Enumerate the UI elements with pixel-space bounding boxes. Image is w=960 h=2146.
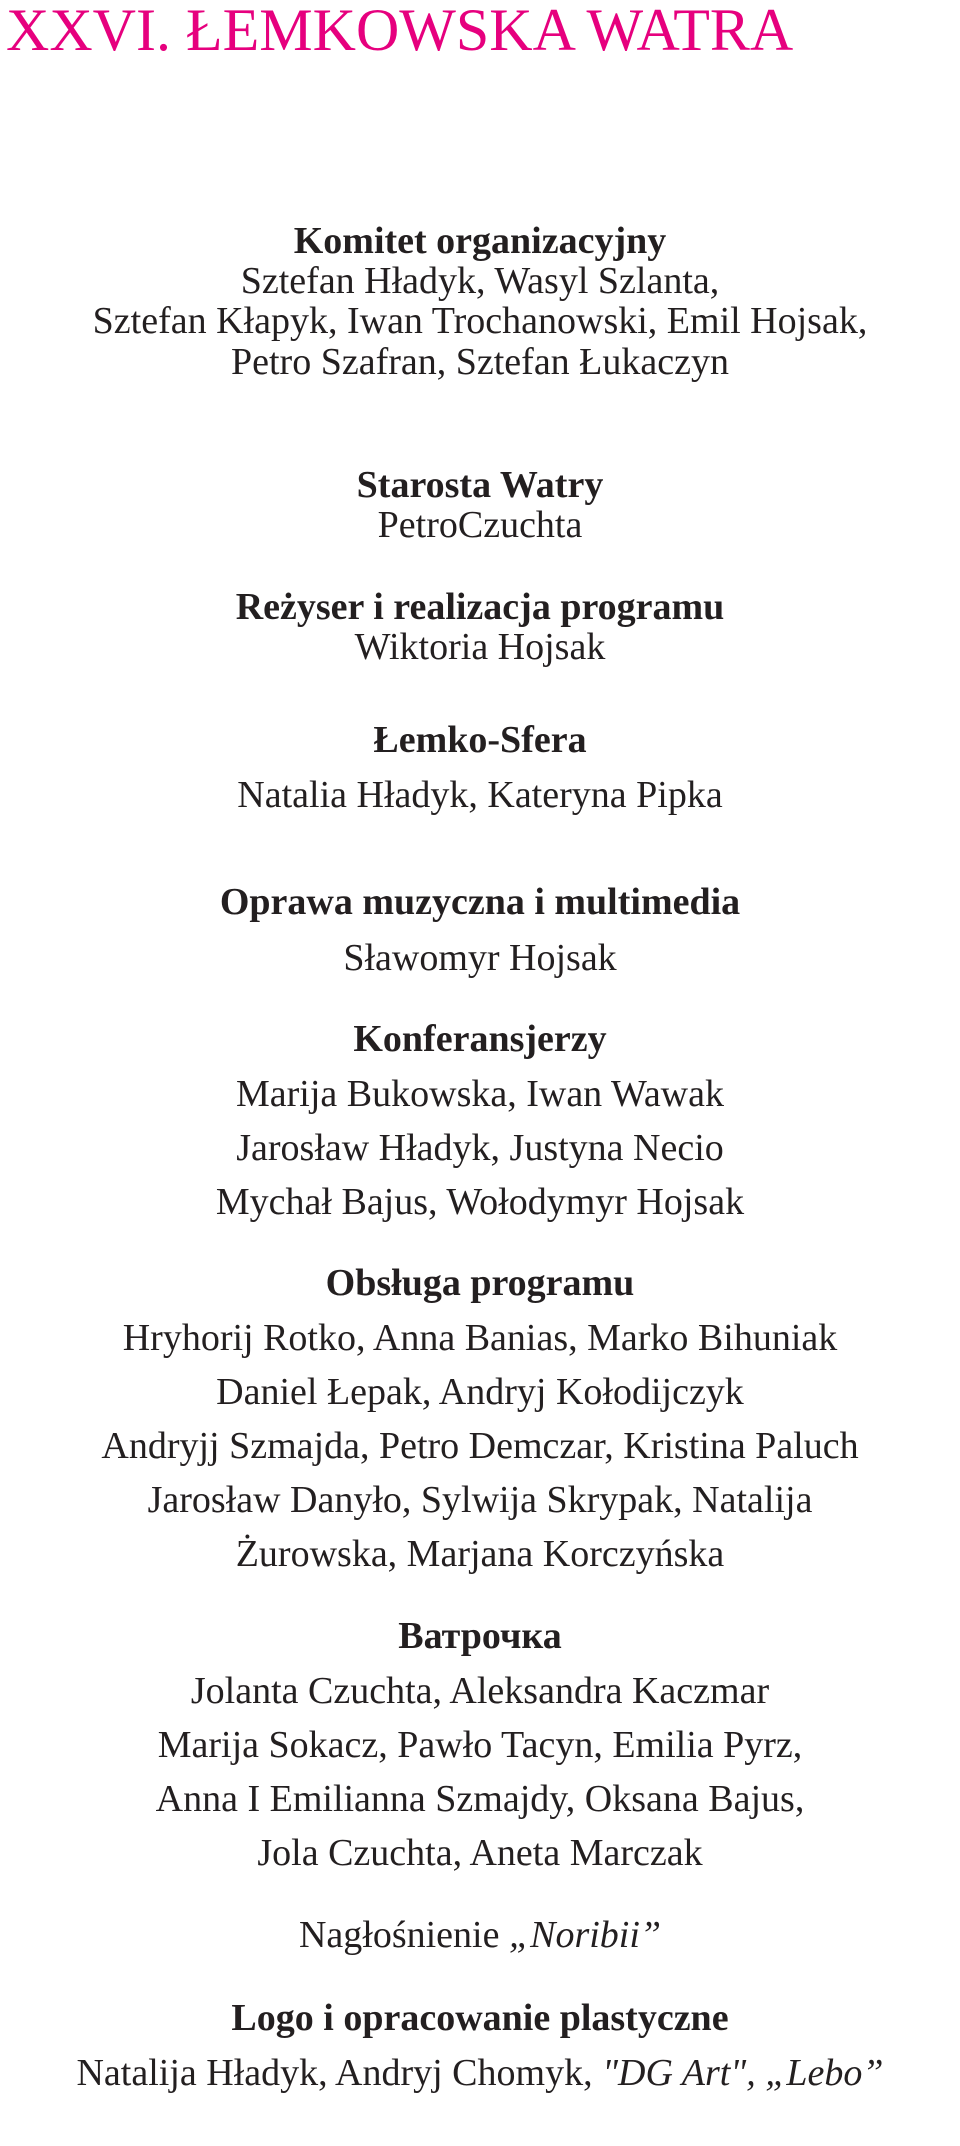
section-line: Sztefan Kłapyk, Iwan Trochanowski, Emil Hojsak, <box>92 300 868 342</box>
logo-studio-2: „Lebo” <box>755 2052 884 2094</box>
section-heading-oprawa: Oprawa muzyczna i multimedia <box>219 881 741 923</box>
section-heading-lemko-sfera: Łemko-Sfera <box>373 719 587 761</box>
section-heading-obsluga: Obsługa programu <box>325 1262 635 1304</box>
section-heading-vatrochka: Ватрочка <box>398 1615 562 1657</box>
section-heading-konferansjerzy: Konferansjerzy <box>353 1018 607 1060</box>
section-line: Daniel Łepak, Andryj Kołodijczyk <box>216 1371 744 1413</box>
logo-credits-names: Natalija Hładyk, Andryj Chomyk, <box>76 2052 603 2094</box>
section-line: Natalia Hładyk, Kateryna Pipka <box>237 774 723 816</box>
section-line: Sztefan Hładyk, Wasyl Szlanta, <box>240 260 720 302</box>
section-line: Jolanta Czuchta, Aleksandra Kaczmar <box>190 1670 770 1712</box>
section-line: PetroCzuchta <box>377 504 583 546</box>
section-line: Wiktoria Hojsak <box>354 626 606 668</box>
section-heading-rezyser: Reżyser i realizacja programu <box>235 586 725 628</box>
section-line: Jola Czuchta, Aneta Marczak <box>257 1832 703 1874</box>
section-line: Hryhorij Rotko, Anna Banias, Marko Bihuniak <box>122 1317 838 1359</box>
section-heading-starosta: Starosta Watry <box>356 464 604 506</box>
section-line: Marija Sokacz, Pawło Tacyn, Emilia Pyrz, <box>157 1724 803 1766</box>
section-line: Petro Szafran, Sztefan Łukaczyn <box>230 341 729 383</box>
page-title: XXVI. ŁEMKOWSKA WATRA <box>6 0 794 63</box>
logo-credits <box>0 2050 960 2096</box>
section-heading-logo: Logo i opracowanie plastyczne <box>231 1997 729 2039</box>
section-line: Sławomyr Hojsak <box>343 937 617 979</box>
section-line: Jarosław Hładyk, Justyna Necio <box>236 1127 724 1169</box>
section-heading-komitet: Komitet organizacyjny <box>293 220 667 262</box>
section-line: Marija Bukowska, Iwan Wawak <box>235 1073 724 1115</box>
section-line: Jarosław Danyło, Sylwija Skrypak, Natalija <box>147 1479 813 1521</box>
section-line: Anna I Emilianna Szmajdy, Oksana Bajus, <box>155 1778 805 1820</box>
section-line: Mychał Bajus, Wołodymyr Hojsak <box>215 1181 745 1223</box>
sound-name: „Noribii” <box>508 1914 662 1956</box>
section-line: Andryjj Szmajda, Petro Demczar, Kristina Paluch <box>101 1425 859 1467</box>
section-line: Żurowska, Marjana Korczyńska <box>235 1533 725 1575</box>
sound-label: Nagłośnienie <box>298 1914 509 1956</box>
sound-credit <box>0 1912 960 1958</box>
logo-studio: "DG Art", <box>602 2052 756 2094</box>
